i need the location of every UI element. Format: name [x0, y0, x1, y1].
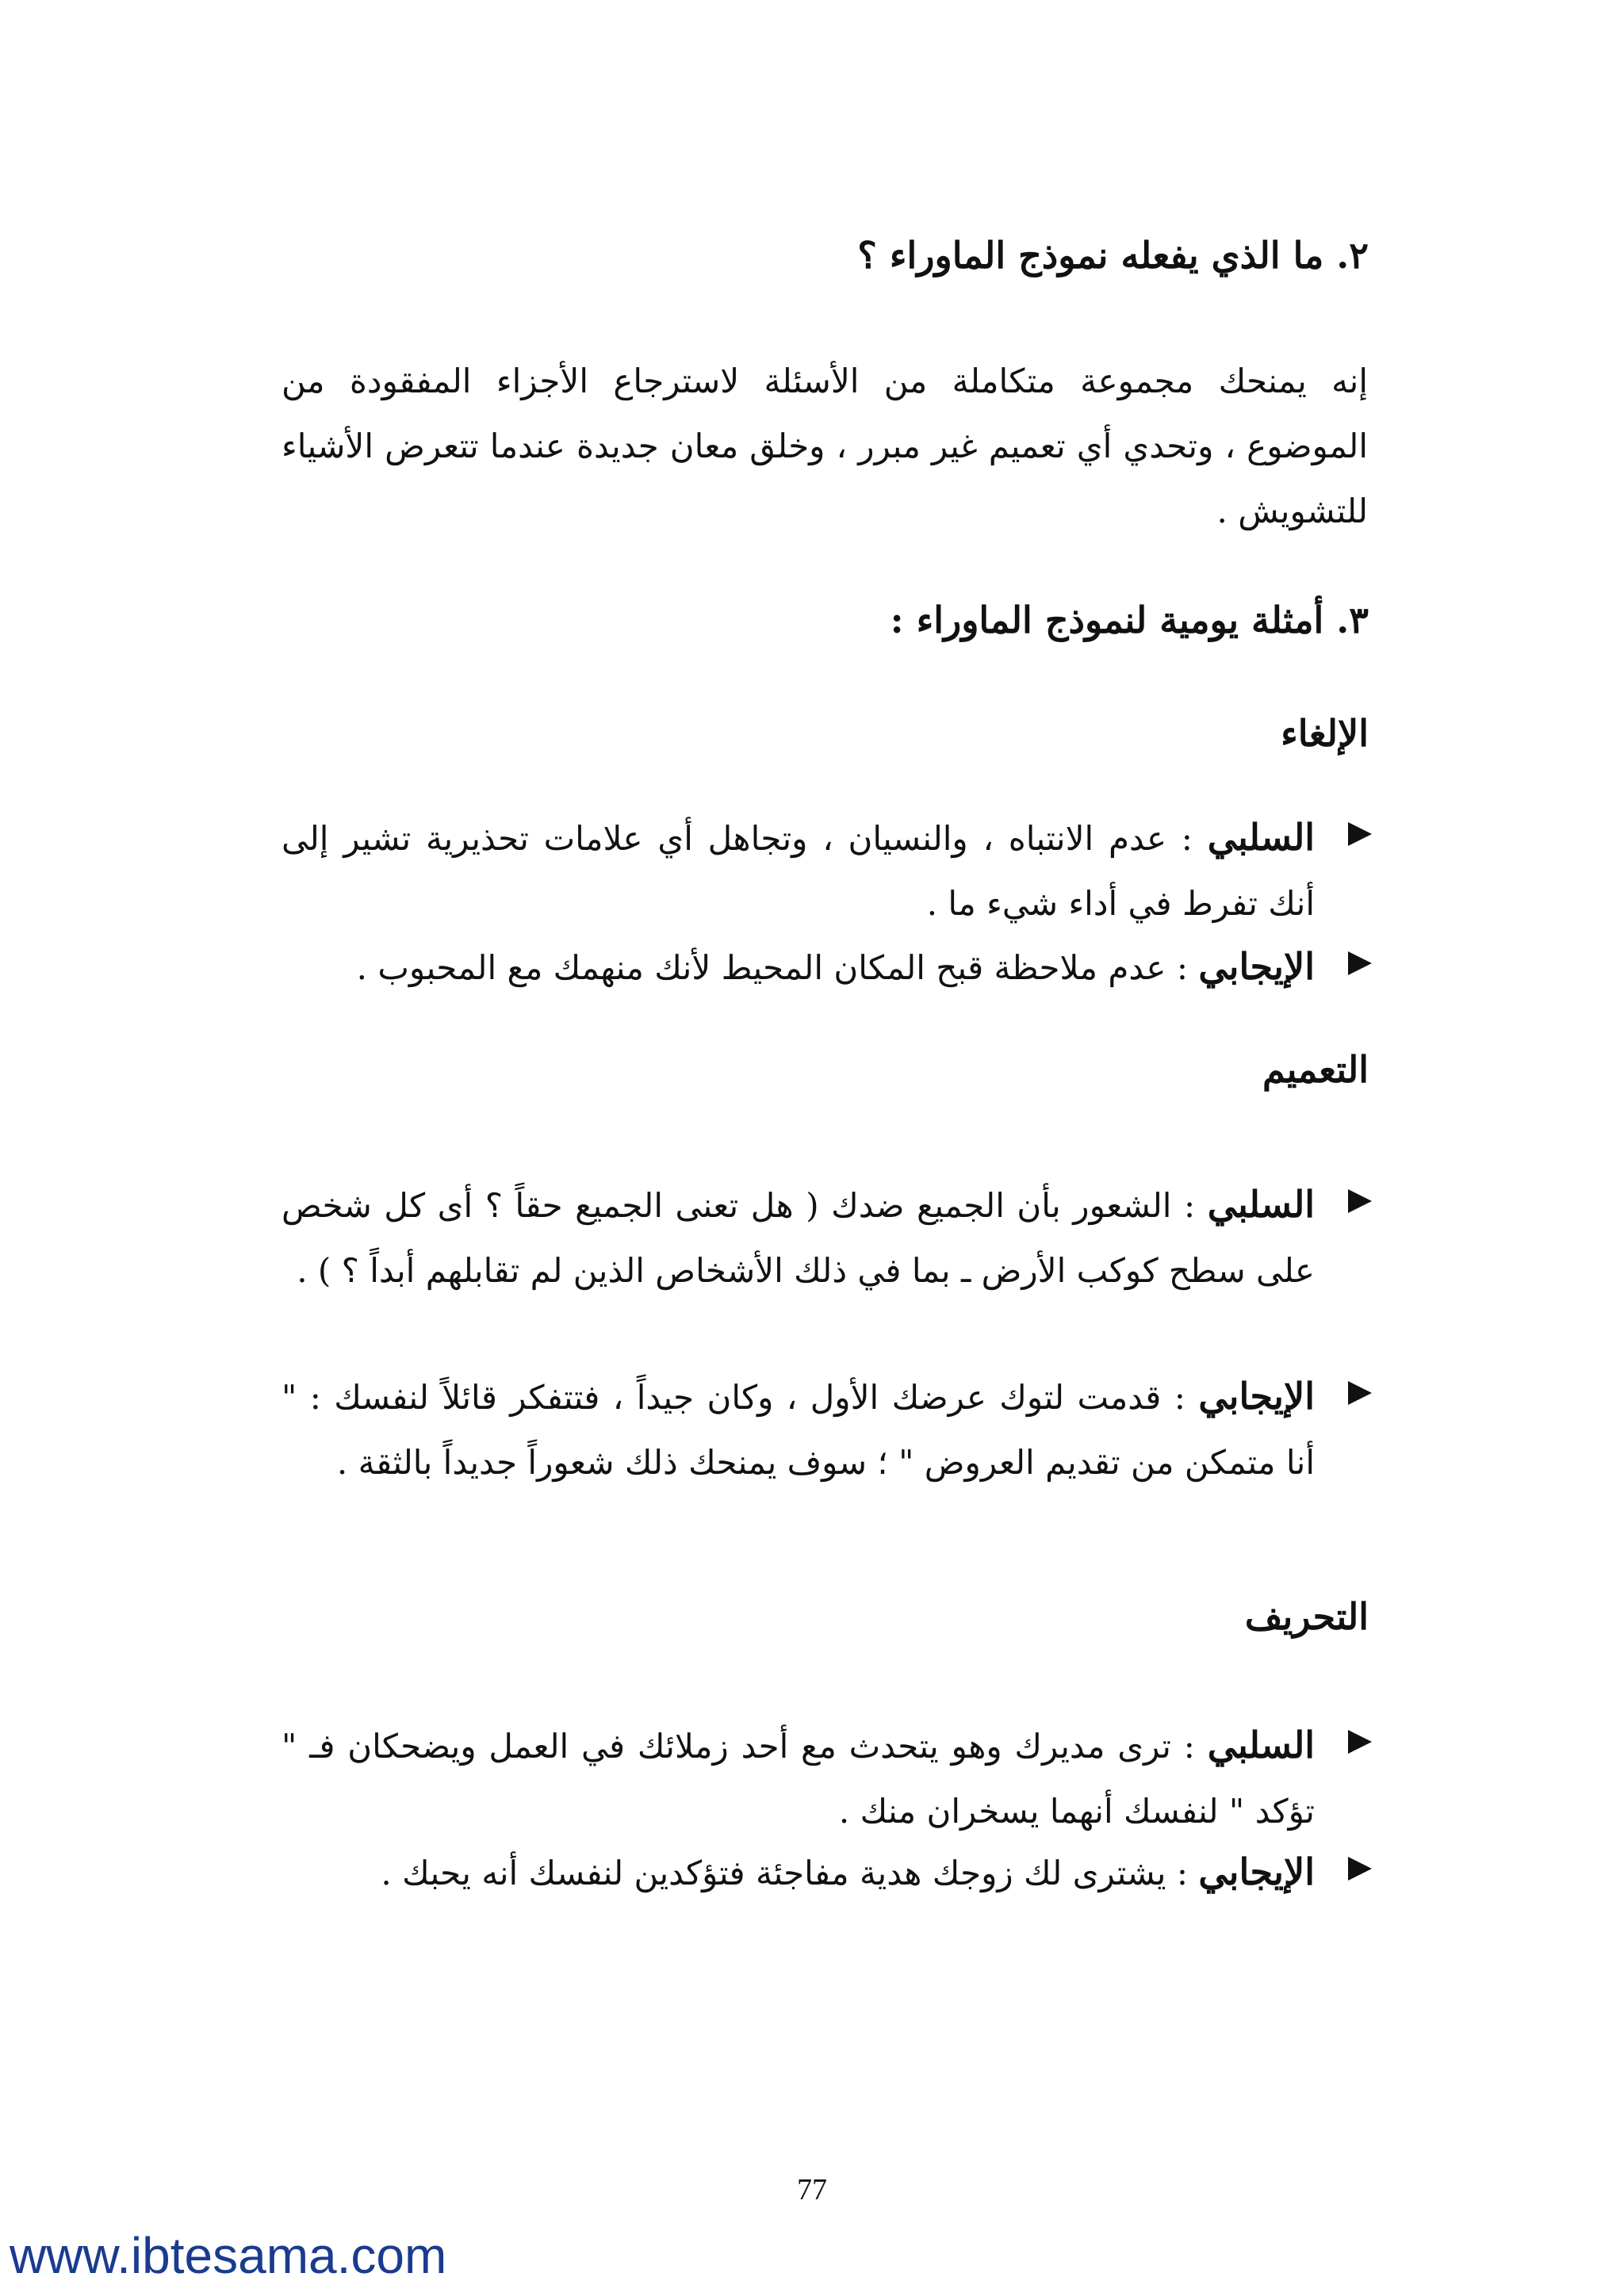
bullet-arrow-icon: [1348, 822, 1372, 846]
bullet-term: الإيجابي: [1198, 1850, 1315, 1893]
bullet-arrow-icon: [1348, 951, 1372, 975]
distortion-title: التحريف: [1244, 1595, 1369, 1638]
section-2-heading: ٢. ما الذي يفعله نموذج الماوراء ؟: [857, 234, 1369, 277]
bullet-term: السلبي: [1207, 816, 1315, 859]
bullet-term: الإيجابي: [1198, 945, 1315, 988]
bullet-arrow-icon: [1348, 1857, 1372, 1881]
distortion-negative-item: [282, 1712, 1372, 1844]
generalization-negative-item: [282, 1172, 1372, 1303]
deletion-negative-item: [282, 805, 1372, 936]
bullet-text: : يشترى لك زوجك هدية مفاجئة فتؤكدين لنفسك أنه يحبك .: [381, 1854, 1199, 1892]
distortion-positive-item: [282, 1839, 1372, 1906]
page-number: 77: [797, 2173, 827, 2206]
bullet-text: : الشعور بأن الجميع ضدك ( هل تعنى الجميع حقاً ؟ أى كل شخص على سطح كوكب الأرض ـ بما في ذلك الأشخاص الذين لم تقابلهم أبداً ؟ ) .: [282, 1186, 1315, 1290]
bullet-term: الإيجابي: [1198, 1375, 1315, 1418]
bullet-arrow-icon: [1348, 1730, 1372, 1754]
section-3-heading: ٣. أمثلة يومية لنموذج الماوراء :: [890, 599, 1369, 641]
bullet-arrow-icon: [1348, 1381, 1372, 1405]
bullet-text: : عدم الانتباه ، والنسيان ، وتجاهل أي علامات تحذيرية تشير إلى أنك تفرط في أداء شيء ما .: [282, 819, 1315, 923]
bullet-term: السلبي: [1207, 1724, 1315, 1766]
bullet-text: : عدم ملاحظة قبح المكان المحيط لأنك منهمك مع المحبوب .: [356, 948, 1199, 987]
generalization-title: التعميم: [1262, 1048, 1369, 1091]
deletion-title: الإلغاء: [1281, 712, 1369, 755]
generalization-positive-item: [282, 1364, 1372, 1495]
deletion-positive-item: [282, 934, 1372, 1001]
watermark-url: www.ibtesama.com: [10, 2227, 447, 2284]
bullet-text: : قدمت لتوك عرضك الأول ، وكان جيداً ، فتتفكر قائلاً لنفسك : " أنا متمكن من تقديم العروض " ؛ سوف يمنحك ذلك شعوراً جديداً بالثقة .: [282, 1378, 1315, 1482]
bullet-arrow-icon: [1348, 1189, 1372, 1213]
section-2-paragraph: إنه يمنحك مجموعة متكاملة من الأسئلة لاسترجاع الأجزاء المفقودة من الموضوع ، وتحدي أي تعميم غير مبرر ، وخلق معان جديدة عندما تتعرض الأشياء للتشويش .: [282, 362, 1368, 530]
bullet-text: : ترى مديرك وهو يتحدث مع أحد زملائك في العمل ويضحكان فـ " تؤكد " لنفسك أنهما يسخران منك .: [282, 1727, 1315, 1831]
bullet-term: السلبي: [1207, 1183, 1315, 1226]
